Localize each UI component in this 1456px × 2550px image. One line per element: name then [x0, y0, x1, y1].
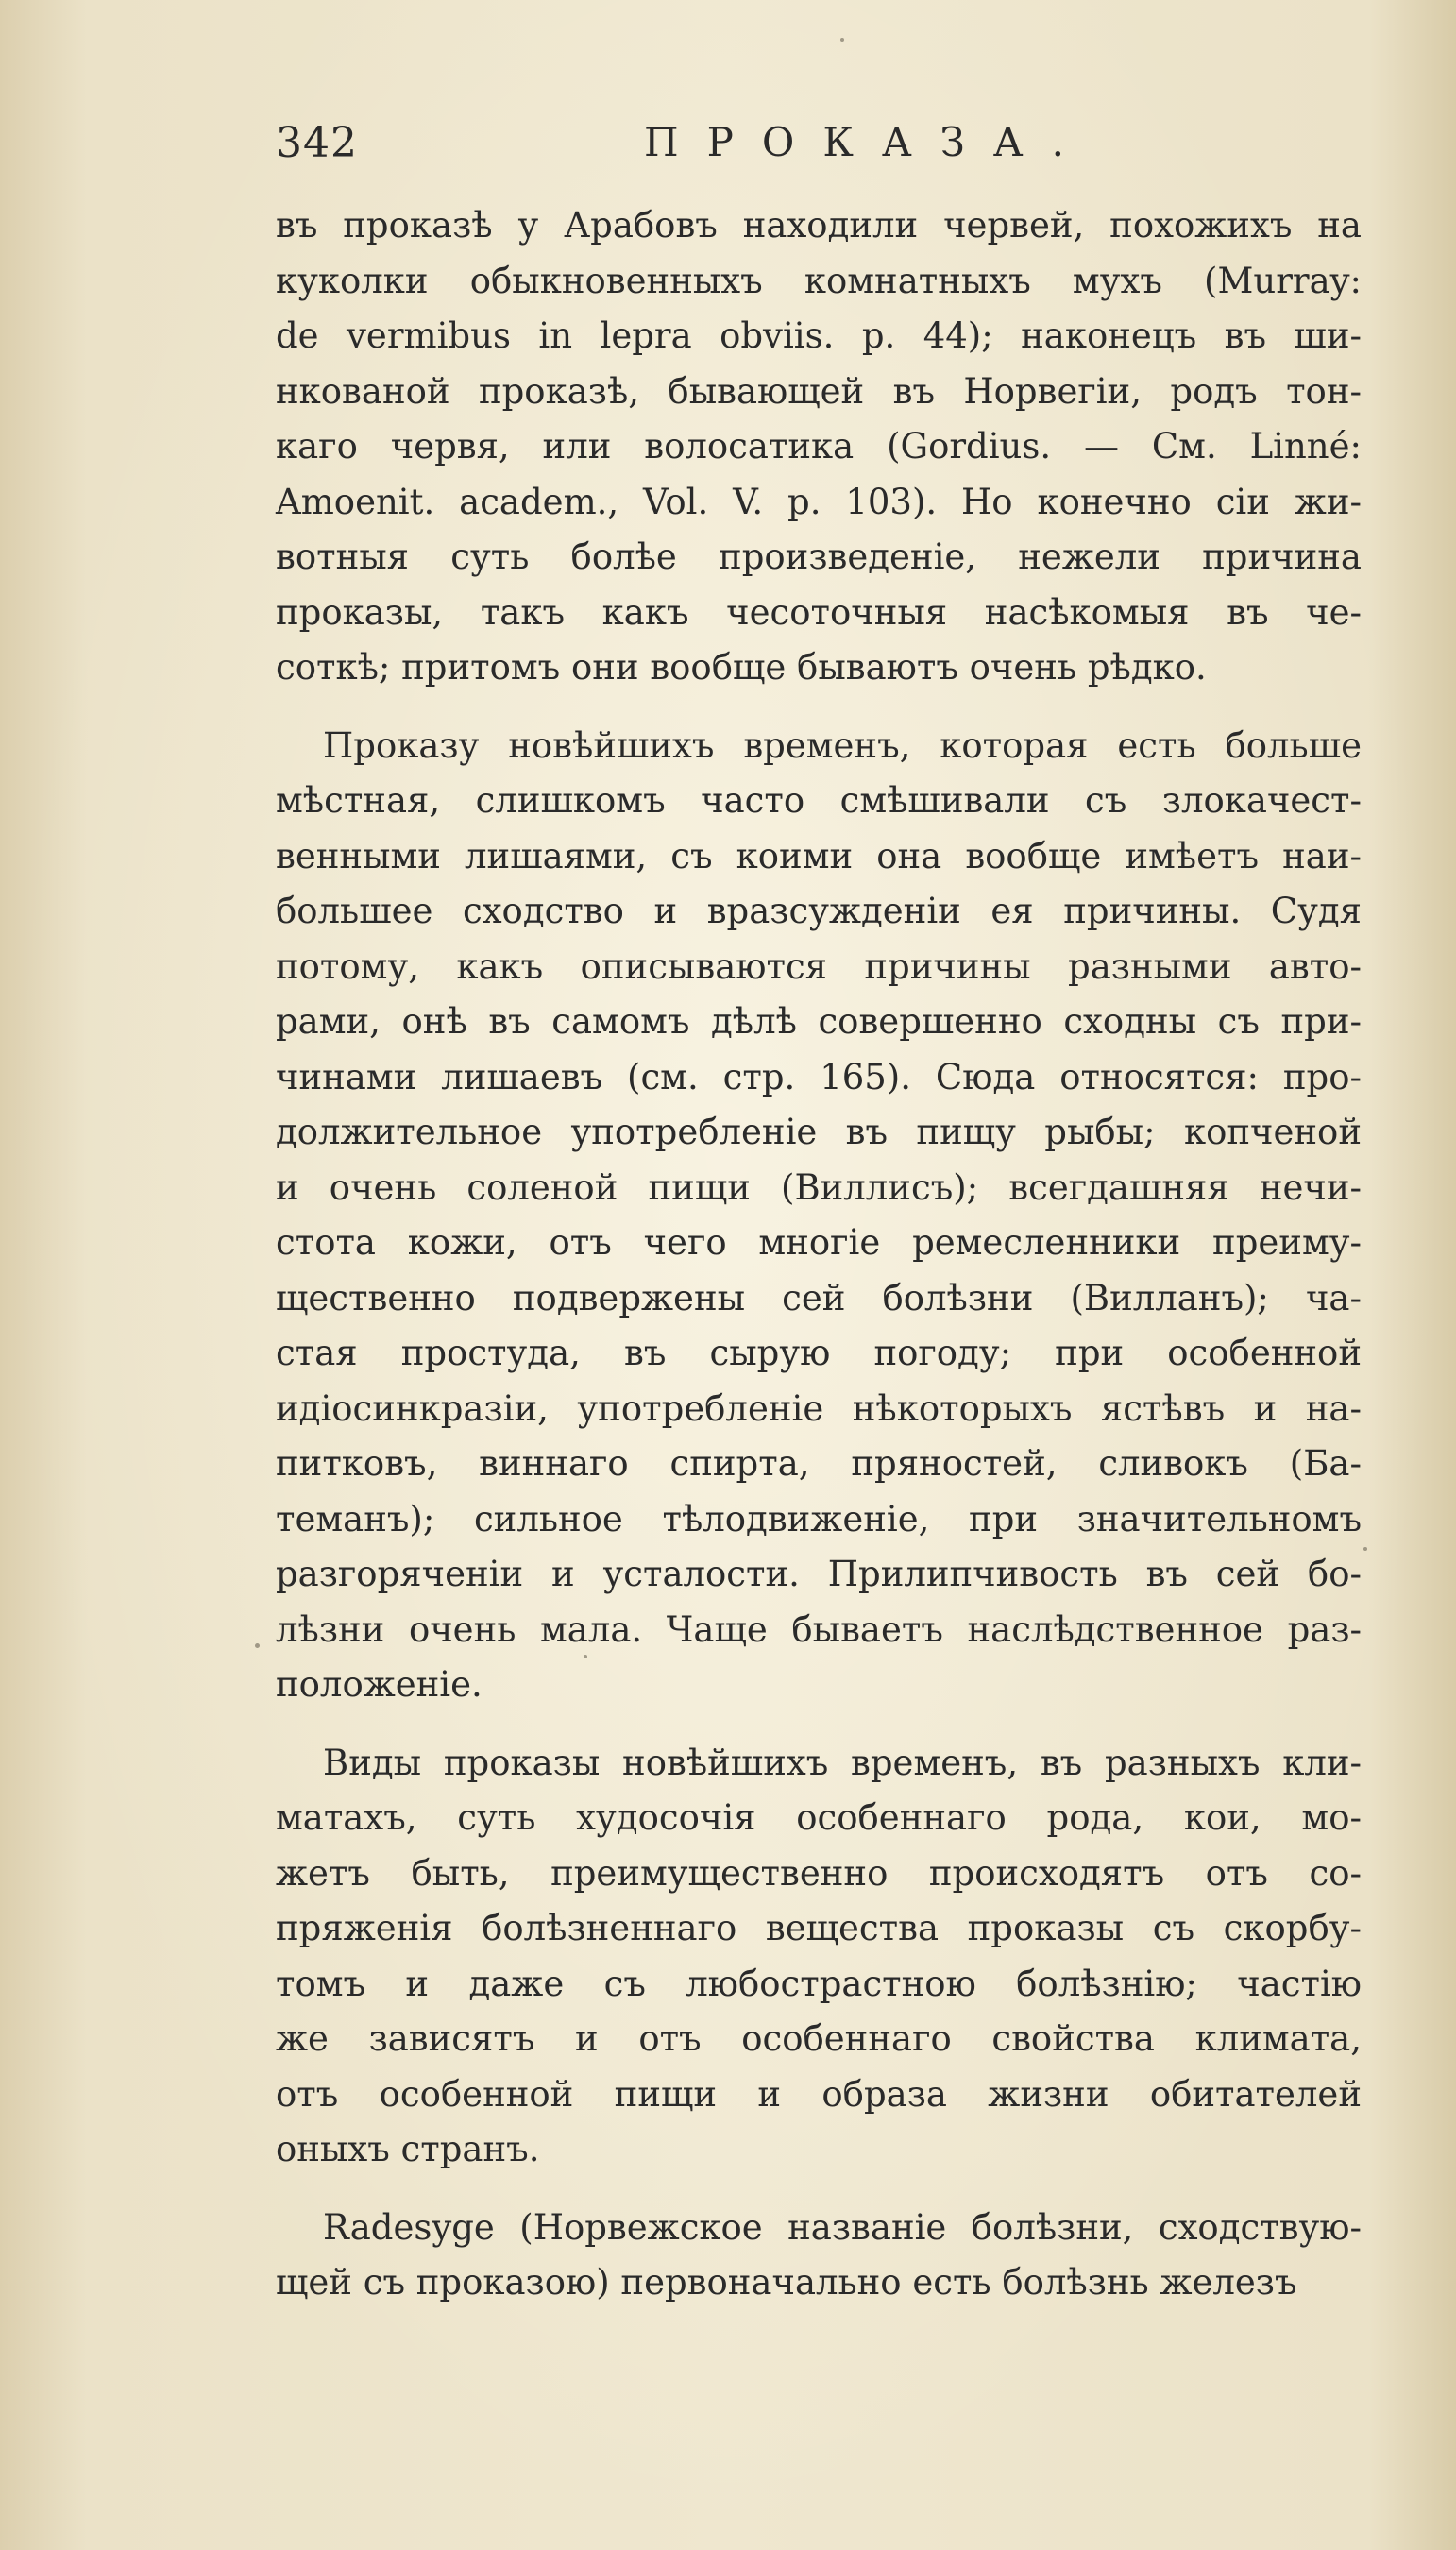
text-line: отъ особенной пищи и образа жизни обитателей	[276, 2073, 1362, 2115]
text-line: de vermibus in lepra obviis. p. 44); наконецъ въ ши-	[276, 315, 1362, 356]
text-line: жетъ быть, преимущественно происходятъ отъ со-	[276, 1852, 1362, 1894]
text-line: соткѣ; притомъ они вообще бываютъ очень рѣдко.	[276, 647, 1207, 688]
text-line: нкованой проказѣ, бывающей въ Норвегіи, родъ тон-	[276, 370, 1362, 412]
text-line: оныхъ странъ.	[276, 2129, 540, 2169]
text-line: должительное употребленіе въ пищу рыбы; копченой	[276, 1112, 1362, 1152]
text-line: лѣзни очень мала. Чаще бываетъ наслѣдственное раз-	[276, 1608, 1362, 1650]
text-line: стая простуда, въ сырую погоду; при особенной	[276, 1333, 1362, 1373]
text-line: большее сходство и вразсужденіи ея причины. Судя	[276, 891, 1362, 931]
text-line: венными лишаями, съ коими она вообще имѣетъ наи-	[276, 835, 1362, 876]
ink-speck	[840, 38, 844, 42]
paragraph	[276, 198, 1362, 696]
text-line: положеніе.	[276, 1664, 483, 1705]
text-line: идіосинкразіи, употребленіе нѣкоторыхъ ястѣвъ и на-	[276, 1387, 1362, 1429]
page-header	[276, 119, 1362, 179]
paragraph	[276, 719, 1362, 1713]
text-line: Radesyge (Норвежское названіе болѣзни, сходствую-	[323, 2206, 1362, 2248]
text-line: куколки обыкновенныхъ комнатныхъ мухъ (Murray:	[276, 260, 1362, 301]
text-line: щей съ проказою) первоначально есть болѣзнь железъ	[276, 2262, 1297, 2303]
paragraph	[276, 2201, 1362, 2311]
text-line: проказы, такъ какъ чесоточныя насѣкомыя въ че-	[276, 591, 1362, 633]
text-line: томъ и даже съ любострастною болѣзнію; частію	[276, 1963, 1362, 2004]
page-number: 342	[276, 119, 358, 167]
text-line: же зависятъ и отъ особеннаго свойства климата,	[276, 2018, 1362, 2059]
text-line: въ проказѣ у Арабовъ находили червей, похожихъ на	[276, 205, 1362, 246]
text-line: пряженія болѣзненнаго вещества проказы съ скорбу-	[276, 1908, 1362, 1948]
ink-speck	[1363, 1547, 1367, 1551]
text-line: вотныя суть болѣе произведеніе, нежели причина	[276, 536, 1362, 577]
paragraph	[276, 1736, 1362, 2178]
text-line: и очень соленой пищи (Виллисъ); всегдашняя нечи-	[276, 1166, 1362, 1208]
ink-speck	[255, 1643, 260, 1648]
text-line: чинами лишаевъ (см. стр. 165). Сюда относятся: про-	[276, 1056, 1362, 1097]
text-line: щественно подвержены сей болѣзни (Вилланъ); ча-	[276, 1277, 1362, 1318]
text-line: каго червя, или волосатика (Gordius. — См. Linné:	[276, 426, 1362, 467]
ink-speck	[584, 1655, 587, 1658]
body-text	[276, 198, 1362, 2311]
text-line: Виды проказы новѣйшихъ временъ, въ разныхъ кли-	[323, 1742, 1362, 1783]
running-title: ПРОКАЗА.	[644, 119, 1092, 165]
text-line: теманъ); сильное тѣлодвиженіе, при значительномъ	[276, 1498, 1362, 1539]
text-line: стота кожи, отъ чего многіе ремесленники преиму-	[276, 1222, 1362, 1263]
text-line: Проказу новѣйшихъ временъ, которая есть больше	[323, 724, 1362, 766]
text-line: мѣстная, слишкомъ часто смѣшивали съ злокачест-	[276, 780, 1362, 821]
text-line: потому, какъ описываются причины разными авто-	[276, 945, 1362, 987]
text-line: матахъ, суть худосочія особеннаго рода, кои, мо-	[276, 1797, 1362, 1838]
text-line: разгоряченіи и усталости. Прилипчивость въ сей бо-	[276, 1554, 1362, 1594]
text-line: Amoenit. academ., Vol. V. p. 103). Но конечно сіи жи-	[276, 481, 1362, 522]
text-line: рами, онѣ въ самомъ дѣлѣ совершенно сходны съ при-	[276, 1001, 1362, 1042]
text-line: питковъ, виннаго спирта, пряностей, сливокъ (Ба-	[276, 1443, 1362, 1484]
